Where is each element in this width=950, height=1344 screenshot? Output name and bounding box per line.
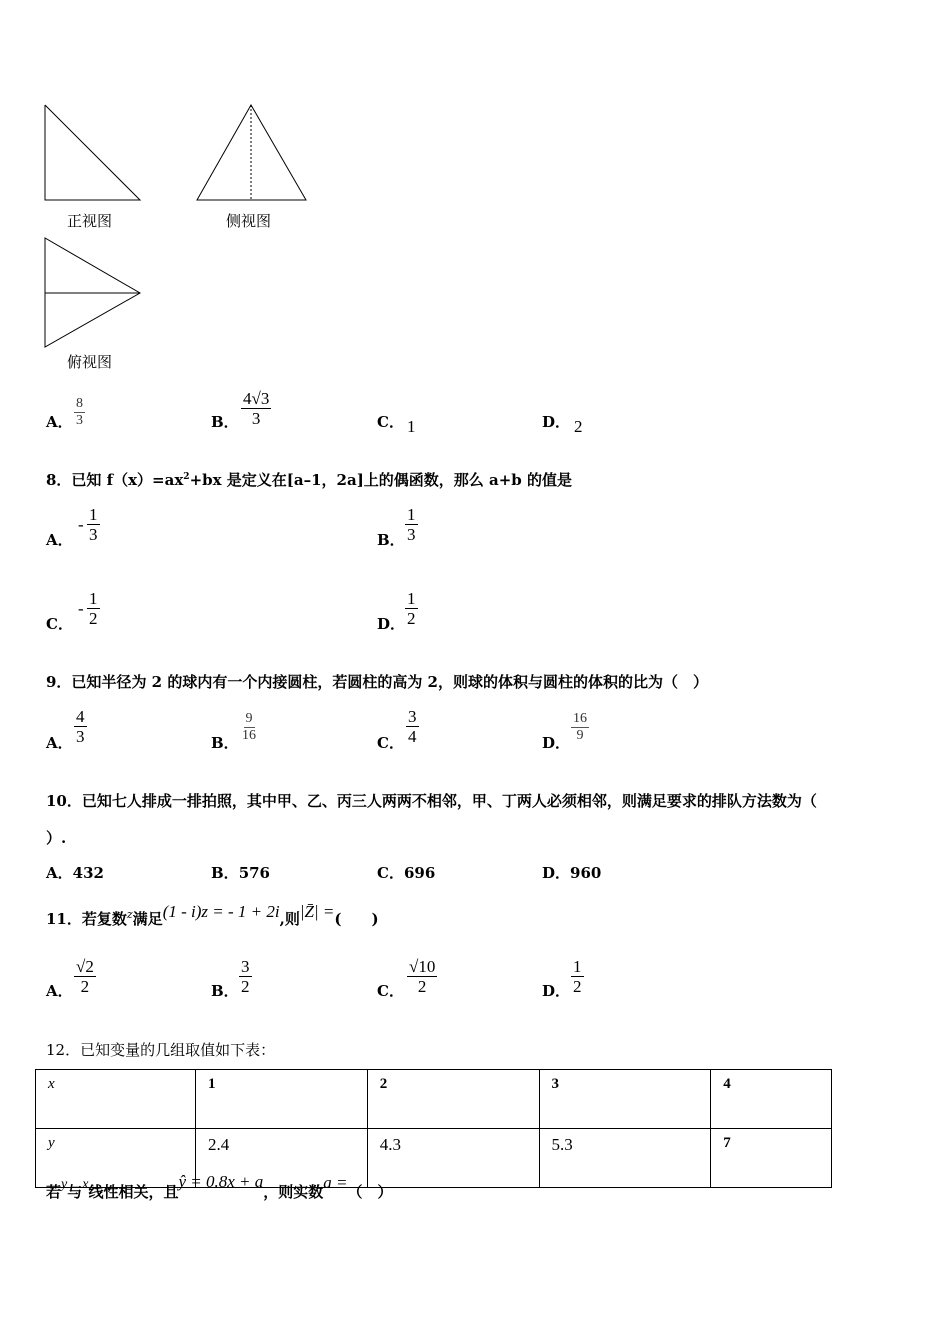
table-cell: 4.3	[367, 1129, 539, 1188]
top-view-figure	[40, 233, 150, 353]
q11-option-a-label: A．	[46, 982, 73, 1000]
table-cell: 7	[711, 1129, 832, 1188]
q11-option-a-value: $\frac{√2}{2}$	[76, 957, 94, 996]
q7-option-a-label: A．	[46, 413, 73, 431]
q8-stem: 8．已知 $f(x)=ax^2+bx$ 是定义在[a–1，2a]上的偶函数，那么 a+b 的值是	[46, 471, 573, 489]
q9-option-d-value: $\frac{16}{9}$	[573, 711, 587, 743]
table-cell: 3	[539, 1070, 711, 1129]
q8-option-b-value: $\frac{1}{3}$	[407, 505, 416, 544]
q12-data-table	[35, 1069, 832, 1188]
q8-option-c-value: $\frac{1}{2}$	[89, 589, 98, 628]
q9-option-a-label: A．	[46, 734, 73, 752]
q8-option-d-label: D．	[377, 615, 406, 633]
q7-option-c-label: C．	[377, 413, 404, 431]
q10-option-d: D．960	[542, 864, 602, 882]
q8-option-c-label: C．	[46, 615, 73, 633]
q9-option-b-value: $\frac{9}{16}$	[242, 711, 256, 743]
q7-option-b-value: $\frac{4√3}{3}$	[243, 389, 270, 428]
q12-tail: 若y与x线性相关，且ŷ = 0.8x + a，则实数a =（ ）	[46, 1172, 393, 1201]
table-cell: 2.4	[196, 1129, 368, 1188]
table-header-x: x	[36, 1070, 196, 1129]
q7-option-b-label: B．	[211, 413, 239, 431]
q8-option-b-label: B．	[377, 531, 405, 549]
q10-option-a: A．432	[46, 864, 104, 882]
q9-option-c-label: C．	[377, 734, 404, 752]
q11-option-b-value: $\frac{3}{2}$	[241, 957, 250, 996]
q10-option-b: B．576	[211, 864, 270, 882]
q11-stem: 11．若复数$^z$满足(1 - i)z = - 1 + 2i,则|Z̄| =( )	[46, 902, 379, 928]
q8-option-d-value: $\frac{1}{2}$	[407, 589, 416, 628]
front-view-caption: 正视图	[67, 212, 113, 230]
q9-stem: 9．已知半径为 2 的球内有一个内接圆柱，若圆柱的高为 2，则球的体积与圆柱的体积的比为（ ）	[46, 673, 708, 691]
q11-option-b-label: B．	[211, 982, 239, 1000]
q9-option-c-value: $\frac{3}{4}$	[408, 707, 417, 746]
side-view-figure	[192, 100, 312, 205]
q11-option-d-value: $\frac{1}{2}$	[573, 957, 582, 996]
table-cell: 5.3	[539, 1129, 711, 1188]
q7-option-d-label: D．	[542, 413, 571, 431]
table-cell: 4	[711, 1070, 832, 1129]
q9-option-b-label: B．	[211, 734, 239, 752]
q7-option-c-value: 1	[407, 417, 416, 436]
side-view-caption: 侧视图	[226, 212, 272, 230]
table-cell: 2	[367, 1070, 539, 1129]
q9-option-a-value: $\frac{4}{3}$	[76, 707, 85, 746]
q11-option-c-label: C．	[377, 982, 404, 1000]
table-row	[36, 1070, 832, 1129]
q11-option-d-label: D．	[542, 982, 571, 1000]
q11-option-c-value: $\frac{√10}{2}$	[409, 957, 436, 996]
table-cell: 1	[196, 1070, 368, 1129]
q8-option-a-sign: -	[78, 515, 84, 534]
q10-stem-line1: 10．已知七人排成一排拍照，其中甲、乙、丙三人两两不相邻，甲、丁两人必须相邻，则满足要求的排队方法数为（	[46, 792, 817, 810]
q7-option-a-value: $\frac{8}{3}$	[76, 396, 83, 428]
q7-option-d-value: 2	[574, 417, 583, 436]
table-header-y: y	[36, 1129, 196, 1188]
q8-option-a-label: A．	[46, 531, 73, 549]
q8-option-a-value: $\frac{1}{3}$	[89, 505, 98, 544]
q10-stem-line2: ）.	[46, 829, 67, 847]
top-view-caption: 俯视图	[67, 353, 113, 371]
q8-option-c-sign: -	[78, 599, 84, 618]
table-row	[36, 1129, 832, 1188]
q10-option-c: C．696	[377, 864, 436, 882]
q12-stem: 12．已知变量的几组取值如下表：	[46, 1041, 276, 1059]
front-view-figure	[40, 100, 150, 205]
q9-option-d-label: D．	[542, 734, 571, 752]
